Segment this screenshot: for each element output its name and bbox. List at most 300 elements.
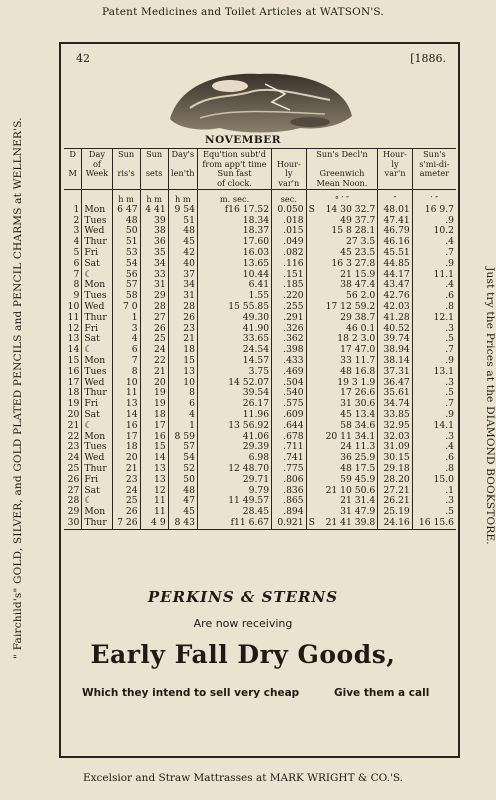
table-cell xyxy=(306,453,318,464)
table-cell: 11 xyxy=(64,313,82,324)
table-cell: Mon xyxy=(82,507,112,518)
table-cell: ☾ xyxy=(82,421,112,432)
table-cell xyxy=(306,280,318,291)
table-cell: 12 xyxy=(140,486,168,497)
table-cell: 16 xyxy=(140,432,168,443)
table-cell: 18 xyxy=(168,345,197,356)
table-cell: Tues xyxy=(82,291,112,302)
table-cell: 39 xyxy=(140,216,168,227)
table-cell: 14 xyxy=(64,345,82,356)
table-cell xyxy=(306,324,318,335)
table-cell xyxy=(306,356,318,367)
table-cell: 33 11.7 xyxy=(318,356,378,367)
table-cell: .836 xyxy=(272,486,307,497)
table-cell: 36.47 xyxy=(378,378,413,389)
table-cell xyxy=(306,432,318,443)
table-cell: 43.47 xyxy=(378,280,413,291)
table-cell: 39.74 xyxy=(378,334,413,345)
table-cell: 22 xyxy=(64,432,82,443)
table-cell: .151 xyxy=(272,270,307,281)
table-cell: 29.39 xyxy=(197,442,271,453)
table-cell: 32.95 xyxy=(378,421,413,432)
table-cell: 45 xyxy=(168,507,197,518)
table-cell: ☾ xyxy=(82,270,112,281)
table-cell: 26 xyxy=(112,507,140,518)
table-cell xyxy=(306,334,318,345)
table-cell: .4 xyxy=(445,236,454,248)
table-cell: .3 xyxy=(445,430,454,442)
table-cell: 54 xyxy=(168,453,197,464)
table-cell: 38.14 xyxy=(378,356,413,367)
table-cell: 25 xyxy=(64,464,82,475)
table-cell: Thur xyxy=(82,388,112,399)
header-sunset: Sun sets xyxy=(140,149,168,190)
table-cell: 34 xyxy=(140,259,168,270)
table-cell: 19 xyxy=(140,388,168,399)
table-cell: 16 9.7 xyxy=(424,203,454,215)
table-cell: 0.050 xyxy=(272,205,307,216)
table-cell: 49 37.7 xyxy=(318,216,378,227)
table-cell: 25 xyxy=(140,334,168,345)
table-cell: 11.96 xyxy=(197,410,271,421)
table-cell: .5 xyxy=(445,387,454,399)
table-cell: 25 xyxy=(112,496,140,507)
left-side-advertisement: " Fairchild's" GOLD, SILVER, and GOLD PLATED PENCILS and PENCIL CHARMS at WELLNER'S. xyxy=(12,117,24,659)
table-cell: Sat xyxy=(82,334,112,345)
table-cell: 38 47.4 xyxy=(318,280,378,291)
table-cell: 56 xyxy=(112,270,140,281)
table-cell: 54 xyxy=(112,259,140,270)
table-cell: Thur xyxy=(82,313,112,324)
table-cell: 21 xyxy=(140,367,168,378)
table-cell: .8 xyxy=(445,300,454,312)
table-cell: 14 30 32.7 xyxy=(318,205,378,216)
table-cell: 28.20 xyxy=(378,475,413,486)
table-cell: 14 52.07 xyxy=(197,378,271,389)
table-cell: 48 xyxy=(112,216,140,227)
table-cell: .8 xyxy=(445,462,454,474)
table-cell: 57 xyxy=(168,442,197,453)
table-row xyxy=(64,475,456,486)
table-cell: Wed xyxy=(82,226,112,237)
header-hourly-variation-time: Hour- ly var'n xyxy=(272,149,307,190)
table-cell: 49.30 xyxy=(197,313,271,324)
table-cell: 10.2 xyxy=(433,225,454,237)
table-cell: 8 xyxy=(64,280,82,291)
table-cell: 19 xyxy=(140,399,168,410)
table-cell: .540 xyxy=(272,388,307,399)
table-cell: 35 xyxy=(140,248,168,259)
table-cell: 28 xyxy=(168,302,197,313)
table-cell: 2 xyxy=(64,216,82,227)
table-cell: 10 xyxy=(168,378,197,389)
table-cell: 11.1 xyxy=(433,268,454,280)
table-cell: 48 xyxy=(168,226,197,237)
table-cell: 17.60 xyxy=(197,237,271,248)
table-cell: 9 xyxy=(64,291,82,302)
table-cell: 21 xyxy=(112,464,140,475)
table-cell xyxy=(306,378,318,389)
table-cell: 16.03 xyxy=(197,248,271,259)
table-cell xyxy=(306,410,318,421)
table-cell: 58 34.6 xyxy=(318,421,378,432)
table-cell: f11 6.67 xyxy=(197,518,271,529)
table-cell: .015 xyxy=(272,226,307,237)
table-cell: 51 xyxy=(168,216,197,227)
table-cell: .5 xyxy=(445,506,454,518)
table-cell: 42.03 xyxy=(378,302,413,313)
table-cell: 29 xyxy=(64,507,82,518)
table-cell xyxy=(306,291,318,302)
table-cell: 30.15 xyxy=(378,453,413,464)
table-cell xyxy=(306,302,318,313)
table-cell: 10 xyxy=(64,302,82,313)
table-cell: 17 xyxy=(112,432,140,443)
table-cell xyxy=(306,313,318,324)
table-cell: 45 13.4 xyxy=(318,410,378,421)
table-cell: Mon xyxy=(82,205,112,216)
table-cell: .7 xyxy=(445,344,454,356)
units-row: h m h m h m m. sec. sec. ° ′ ″ ″ ′ ″ xyxy=(64,190,456,205)
table-cell: 15 xyxy=(168,356,197,367)
table-cell: .433 xyxy=(272,356,307,367)
month-title: NOVEMBER xyxy=(205,134,281,146)
table-cell: .049 xyxy=(272,237,307,248)
table-row xyxy=(64,421,456,432)
table-cell: 6 xyxy=(112,345,140,356)
table-cell: 57 xyxy=(112,280,140,291)
table-cell: 41.90 xyxy=(197,324,271,335)
table-cell: 4 9 xyxy=(140,518,168,529)
header-advertisement: Patent Medicines and Toilet Articles at WATSON'S. xyxy=(102,6,384,18)
header-semidiameter: Sun's s'mi-di- ameter xyxy=(412,149,456,190)
table-cell: 26 xyxy=(64,475,82,486)
table-cell: 1 xyxy=(168,421,197,432)
table-cell: 24 xyxy=(140,345,168,356)
table-cell: 9 54 xyxy=(168,205,197,216)
table-cell: 33.85 xyxy=(378,410,413,421)
table-cell: 21 xyxy=(168,334,197,345)
table-cell: 48 xyxy=(168,486,197,497)
table-cell: 28 xyxy=(64,496,82,507)
table-cell: S xyxy=(306,518,318,529)
table-cell: 53 xyxy=(112,248,140,259)
table-cell: 26.21 xyxy=(378,496,413,507)
table-cell: 47.41 xyxy=(378,216,413,227)
table-cell: 27 3.5 xyxy=(318,237,378,248)
table-cell: 17 xyxy=(64,378,82,389)
ad-tagline: Which they intend to sell very cheap xyxy=(82,687,300,699)
right-side-advertisement: Just try the Prices at the DIAMOND BOOKSTORE. xyxy=(484,267,496,545)
table-cell: 45.51 xyxy=(378,248,413,259)
table-cell: 11 xyxy=(140,507,168,518)
table-cell: 15 xyxy=(140,442,168,453)
table-cell xyxy=(306,399,318,410)
footer-advertisement: Excelsior and Straw Mattrasses at MARK WRIGHT & CO.'S. xyxy=(82,772,404,784)
table-cell: .326 xyxy=(272,324,307,335)
header-day-length: Day's len'th xyxy=(168,149,197,190)
table-cell: 16 15.6 xyxy=(412,518,456,529)
table-cell: 5 xyxy=(64,248,82,259)
table-cell: .5 xyxy=(445,333,454,345)
table-cell: .469 xyxy=(272,367,307,378)
table-cell: 31.09 xyxy=(378,442,413,453)
table-cell: 24 11.3 xyxy=(318,442,378,453)
table-cell: .291 xyxy=(272,313,307,324)
table-cell: 59 45.9 xyxy=(318,475,378,486)
table-cell: 39.54 xyxy=(197,388,271,399)
table-cell: 14 xyxy=(112,410,140,421)
table-cell: Thur xyxy=(82,518,112,529)
table-cell: 36 xyxy=(140,237,168,248)
table-cell: .3 xyxy=(445,495,454,507)
table-cell: .4 xyxy=(445,279,454,291)
table-cell: .865 xyxy=(272,496,307,507)
table-cell: .894 xyxy=(272,507,307,518)
table-cell: 24 xyxy=(64,453,82,464)
table-cell: Fri xyxy=(82,324,112,335)
table-cell: 7 26 xyxy=(112,518,140,529)
table-cell: 13 xyxy=(168,367,197,378)
table-cell xyxy=(306,216,318,227)
table-cell: 21 41 39.8 xyxy=(318,518,378,529)
table-cell: 6 xyxy=(168,399,197,410)
ad-subtitle: Are now receiving xyxy=(193,617,293,630)
table-cell: Wed xyxy=(82,453,112,464)
table-cell: 44.17 xyxy=(378,270,413,281)
table-cell: .575 xyxy=(272,399,307,410)
table-row xyxy=(64,518,456,529)
table-cell: .806 xyxy=(272,475,307,486)
table-cell: 21 10 50.6 xyxy=(318,486,378,497)
table-cell: 52 xyxy=(168,464,197,475)
table-cell: 28 xyxy=(140,302,168,313)
header-day-of-week: Day of Week xyxy=(82,149,112,190)
table-cell: 26.17 xyxy=(197,399,271,410)
table-cell: 42 xyxy=(168,248,197,259)
table-cell: 50 xyxy=(112,226,140,237)
table-cell: 13 xyxy=(112,399,140,410)
table-cell: 35.61 xyxy=(378,388,413,399)
table-cell: 32.03 xyxy=(378,432,413,443)
table-cell: 29 38.7 xyxy=(318,313,378,324)
table-cell: 20 xyxy=(64,410,82,421)
table-cell: Fri xyxy=(82,475,112,486)
table-cell: 19 3 1.9 xyxy=(318,378,378,389)
table-cell: .711 xyxy=(272,442,307,453)
table-cell xyxy=(306,367,318,378)
table-cell: 20 11 34.1 xyxy=(318,432,378,443)
table-cell: .644 xyxy=(272,421,307,432)
table-cell: 18 xyxy=(64,388,82,399)
table-cell xyxy=(306,486,318,497)
table-cell xyxy=(306,464,318,475)
table-cell: Thur xyxy=(82,464,112,475)
table-cell: 20 xyxy=(140,378,168,389)
header-hourly-variation-declination: Hour- ly var'n xyxy=(378,149,413,190)
table-cell: 7 xyxy=(64,270,82,281)
table-cell: 48.01 xyxy=(378,205,413,216)
table-cell: 46 0.1 xyxy=(318,324,378,335)
table-cell: 24.16 xyxy=(378,518,413,529)
table-cell: 15 55.85 xyxy=(197,302,271,313)
table-cell: 23 xyxy=(168,324,197,335)
table-cell: .116 xyxy=(272,259,307,270)
table-cell: 8 59 xyxy=(168,432,197,443)
table-cell: 40.52 xyxy=(378,324,413,335)
table-cell: Mon xyxy=(82,432,112,443)
table-cell: 11 xyxy=(112,388,140,399)
table-cell: 6.98 xyxy=(197,453,271,464)
table-cell: 4 41 xyxy=(140,205,168,216)
table-cell: .6 xyxy=(445,452,454,464)
table-cell: 31 30.6 xyxy=(318,399,378,410)
table-cell: .3 xyxy=(445,322,454,334)
table-cell: .3 xyxy=(445,376,454,388)
table-cell xyxy=(306,226,318,237)
table-cell: 44.85 xyxy=(378,259,413,270)
table-cell: Fri xyxy=(82,399,112,410)
table-cell: 13 xyxy=(140,464,168,475)
table-cell xyxy=(306,421,318,432)
table-cell: 37 xyxy=(168,270,197,281)
table-cell: 18 xyxy=(112,442,140,453)
table-cell xyxy=(306,259,318,270)
table-cell: 16 xyxy=(112,421,140,432)
table-cell: 13.1 xyxy=(433,365,454,377)
table-cell: 23 xyxy=(112,475,140,486)
table-row xyxy=(64,313,456,324)
table-cell: 23 xyxy=(64,442,82,453)
table-cell: 12 xyxy=(64,324,82,335)
table-cell: 46.16 xyxy=(378,237,413,248)
table-cell: 31 xyxy=(168,291,197,302)
ad-title: PERKINS & STERNS xyxy=(147,588,339,606)
table-cell: 27.21 xyxy=(378,486,413,497)
table-cell: 11 49.57 xyxy=(197,496,271,507)
table-cell xyxy=(306,475,318,486)
table-cell: 50 xyxy=(168,475,197,486)
table-cell: .7 xyxy=(445,398,454,410)
table-cell: 15.0 xyxy=(433,473,454,485)
table-cell: 11 xyxy=(140,496,168,507)
table-cell: 19 xyxy=(64,399,82,410)
table-cell: 45 23.5 xyxy=(318,248,378,259)
table-cell: 14.1 xyxy=(433,419,454,431)
table-cell xyxy=(306,237,318,248)
table-cell: 3.75 xyxy=(197,367,271,378)
table-cell: 18.34 xyxy=(197,216,271,227)
table-cell: .255 xyxy=(272,302,307,313)
table-cell: 48 16.8 xyxy=(318,367,378,378)
table-cell: 4 xyxy=(168,410,197,421)
table-cell: 38 xyxy=(140,226,168,237)
table-cell: 37.31 xyxy=(378,367,413,378)
table-cell: Fri xyxy=(82,248,112,259)
table-cell: 45 xyxy=(168,237,197,248)
table-cell: 28.45 xyxy=(197,507,271,518)
table-cell: 0.921 xyxy=(272,518,307,529)
almanac-table xyxy=(64,148,456,530)
table-cell: 4 xyxy=(64,237,82,248)
table-cell: 16 3 27.8 xyxy=(318,259,378,270)
table-cell: 17 xyxy=(140,421,168,432)
table-cell: 21 31.4 xyxy=(318,496,378,507)
table-cell: 24.54 xyxy=(197,345,271,356)
table-cell: Tues xyxy=(82,367,112,378)
table-cell: 27 xyxy=(140,313,168,324)
table-row xyxy=(64,205,456,216)
header-equation-of-time: Equ'tion subt'd from app't time Sun fast of clock. xyxy=(197,149,271,190)
table-cell xyxy=(306,345,318,356)
table-cell: .018 xyxy=(272,216,307,227)
table-cell: Tues xyxy=(82,216,112,227)
page-number: 42 xyxy=(76,52,90,65)
year-label: [1886. xyxy=(410,52,446,65)
ad-call-to-action: Give them a call xyxy=(334,687,430,699)
table-cell: 22 xyxy=(140,356,168,367)
table-cell: 46.79 xyxy=(378,226,413,237)
table-cell: .741 xyxy=(272,453,307,464)
header-sunrise: Sun ris's xyxy=(112,149,140,190)
table-cell: 8 43 xyxy=(168,518,197,529)
header-declination: Sun's Decl'n Greenwich Mean Noon. xyxy=(306,149,378,190)
table-cell: .398 xyxy=(272,345,307,356)
table-cell: 17 26.6 xyxy=(318,388,378,399)
table-cell xyxy=(306,248,318,259)
table-cell xyxy=(306,270,318,281)
table-cell: 14 xyxy=(140,453,168,464)
table-cell: 21 xyxy=(64,421,82,432)
stormy-sky-illustration xyxy=(160,64,360,144)
table-row xyxy=(64,259,456,270)
table-cell: 8 xyxy=(168,388,197,399)
table-cell: 34.74 xyxy=(378,399,413,410)
table-cell: 1.55 xyxy=(197,291,271,302)
table-cell: .6 xyxy=(445,290,454,302)
table-cell: 48 17.5 xyxy=(318,464,378,475)
table-cell: .609 xyxy=(272,410,307,421)
table-cell: .4 xyxy=(445,441,454,453)
table-cell: .9 xyxy=(445,214,454,226)
table-cell: 10.44 xyxy=(197,270,271,281)
table-cell: Thur xyxy=(82,237,112,248)
table-cell: 8 xyxy=(112,367,140,378)
table-cell: 24 xyxy=(112,486,140,497)
table-cell: ☾ xyxy=(82,496,112,507)
table-cell: 21 15.9 xyxy=(318,270,378,281)
table-cell: .9 xyxy=(445,257,454,269)
table-cell: 15 xyxy=(64,356,82,367)
table-cell: 3 xyxy=(64,226,82,237)
table-cell: Mon xyxy=(82,356,112,367)
table-cell xyxy=(306,496,318,507)
table-cell: .220 xyxy=(272,291,307,302)
table-cell: 47 xyxy=(168,496,197,507)
table-cell: 41.06 xyxy=(197,432,271,443)
table-cell: Sat xyxy=(82,486,112,497)
table-cell xyxy=(306,388,318,399)
table-cell: 7 0 xyxy=(112,302,140,313)
table-cell: Mon xyxy=(82,280,112,291)
table-cell: 18 2 3.0 xyxy=(318,334,378,345)
table-cell: .7 xyxy=(445,246,454,258)
table-cell: .362 xyxy=(272,334,307,345)
table-cell: .775 xyxy=(272,464,307,475)
table-cell xyxy=(306,442,318,453)
table-cell: 6 xyxy=(64,259,82,270)
table-cell: 12 48.70 xyxy=(197,464,271,475)
